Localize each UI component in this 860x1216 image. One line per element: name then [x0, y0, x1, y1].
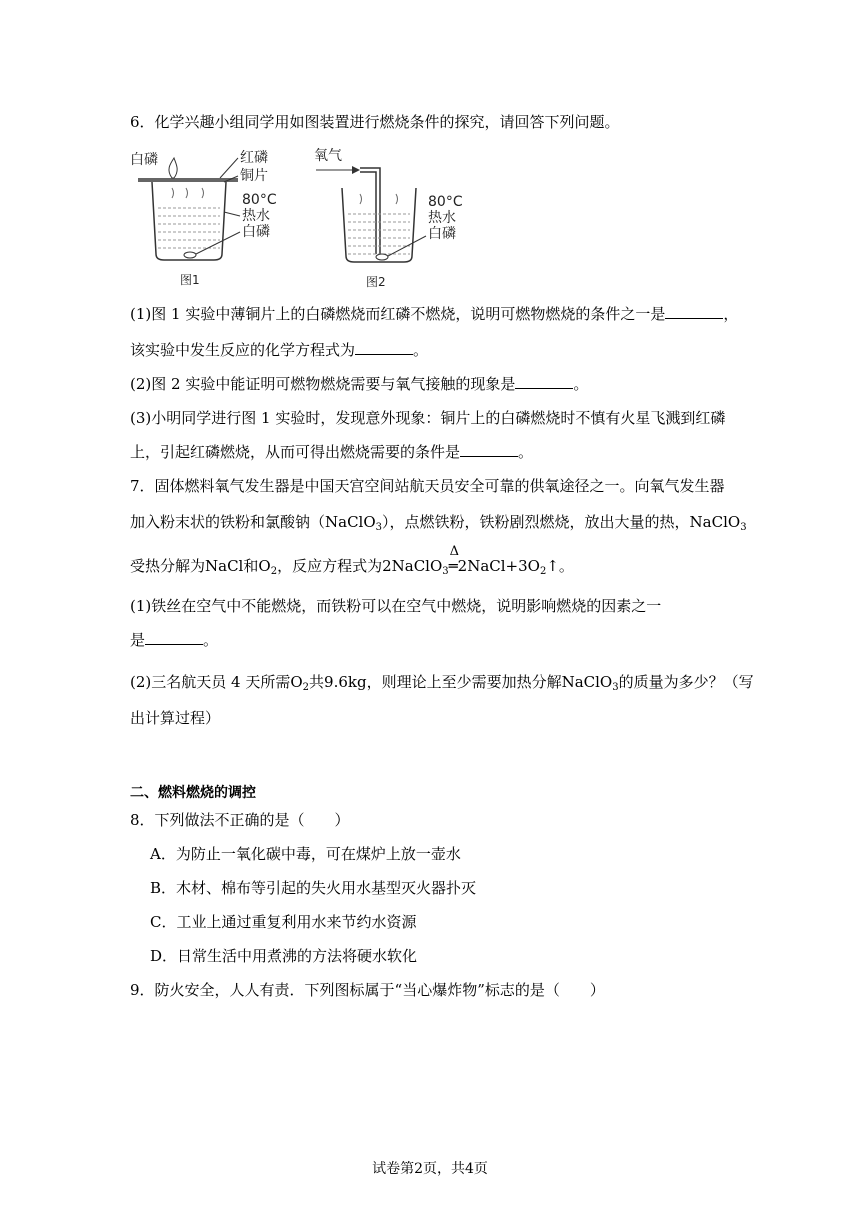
fig1-label-red-phosphorus: 红磷: [240, 150, 268, 166]
q6-part3-line2: 上，引起红磷燃烧，从而可得出燃烧需要的条件是 。: [130, 443, 534, 461]
q7-line3: 受热分解为NaCl和$O_2$，反应方程式为2NaClO$_3$ Δ $═2NaCl+3O_2↑$。: [130, 544, 574, 577]
q8-option-d: D．日常生活中用煮沸的方法将硬水软化: [150, 947, 418, 965]
fig2-label-temp: 80°C: [428, 194, 463, 210]
section-2-title: 二、燃料燃烧的调控: [130, 785, 256, 801]
q6-part2: (2)图 2 实验中能证明可燃物燃烧需要与氧气接触的现象是 。: [130, 375, 589, 393]
q6-part1-line1: (1)图 1 实验中薄铜片上的白磷燃烧而红磷不燃烧，说明可燃物燃烧的条件之一是 ，: [130, 305, 739, 323]
fig1-label-copper: 铜片: [240, 168, 268, 184]
figure-1: [128, 142, 308, 292]
fig2-label-water: 热水: [428, 210, 456, 226]
flame-icon: [169, 158, 177, 178]
answer-blank: [515, 374, 573, 389]
q6-part1-line2: 该实验中发生反应的化学方程式为 。: [130, 341, 429, 359]
q8-option-c: C．工业上通过重复利用水来节约水资源: [150, 913, 417, 931]
page-footer: 试卷第2页，共4页: [372, 1161, 488, 1177]
answer-blank: [665, 304, 723, 319]
answer-blank: [145, 630, 203, 645]
q8-option-a: A．为防止一氧化碳中毒，可在煤炉上放一壶水: [150, 845, 461, 863]
heat-symbol: Δ ═: [448, 544, 460, 575]
fig1-label-temp: 80°C: [242, 192, 277, 208]
fig2-label-oxygen: 氧气: [314, 148, 342, 164]
q9-stem: 9．防火安全，人人有责．下列图标属于“当心爆炸物”标志的是（ ）: [130, 981, 605, 999]
fig2-caption: 图2: [366, 275, 386, 289]
fig1-label-white-phosphorus-bottom: 白磷: [242, 224, 270, 240]
beaker-2: [342, 188, 416, 262]
answer-blank: [355, 340, 413, 355]
answer-blank: [460, 442, 518, 457]
q6-stem: 6．化学兴趣小组同学用如图装置进行燃烧条件的探究，请回答下列问题。: [130, 113, 620, 131]
fig1-caption: 图1: [180, 273, 200, 287]
q7-part1-line1: (1)铁丝在空气中不能燃烧，而铁粉可以在空气中燃烧，说明影响燃烧的因素之一: [130, 597, 662, 615]
q7-part2-line1: (2)三名航天员 4 天所需$O_2$共9.6kg，则理论上至少需要加热分解NaClO$_3$的质量为多少？（写: [130, 673, 754, 693]
q7-part1-line2: 是 。: [130, 631, 219, 649]
q7-part2-line2: 出计算过程）: [130, 709, 221, 727]
copper-plate: [138, 178, 238, 182]
figure-2: [312, 142, 492, 292]
q7-line1: 7．固体燃料氧气发生器是中国天宫空间站航天员安全可靠的供氧途径之一。向氧气发生器: [130, 477, 725, 495]
fig1-label-white-phosphorus-top: 白磷: [130, 152, 158, 168]
q6-part3-line1: (3)小明同学进行图 1 实验时，发现意外现象：铜片上的白磷燃烧时不慎有火星飞溅到红磷: [130, 409, 726, 427]
fig1-label-water: 热水: [242, 208, 270, 224]
fig2-label-white-phosphorus: 白磷: [428, 226, 456, 242]
q8-stem: 8．下列做法不正确的是（ ）: [130, 811, 350, 829]
q7-line2: 加入粉末状的铁粉和氯酸钠（NaClO$_3$），点燃铁粉，铁粉剧烈燃烧，放出大量的热，NaClO$_3$: [130, 513, 747, 533]
q8-option-b: B．木材、棉布等引起的失火用水基型灭火器扑灭: [150, 879, 477, 897]
